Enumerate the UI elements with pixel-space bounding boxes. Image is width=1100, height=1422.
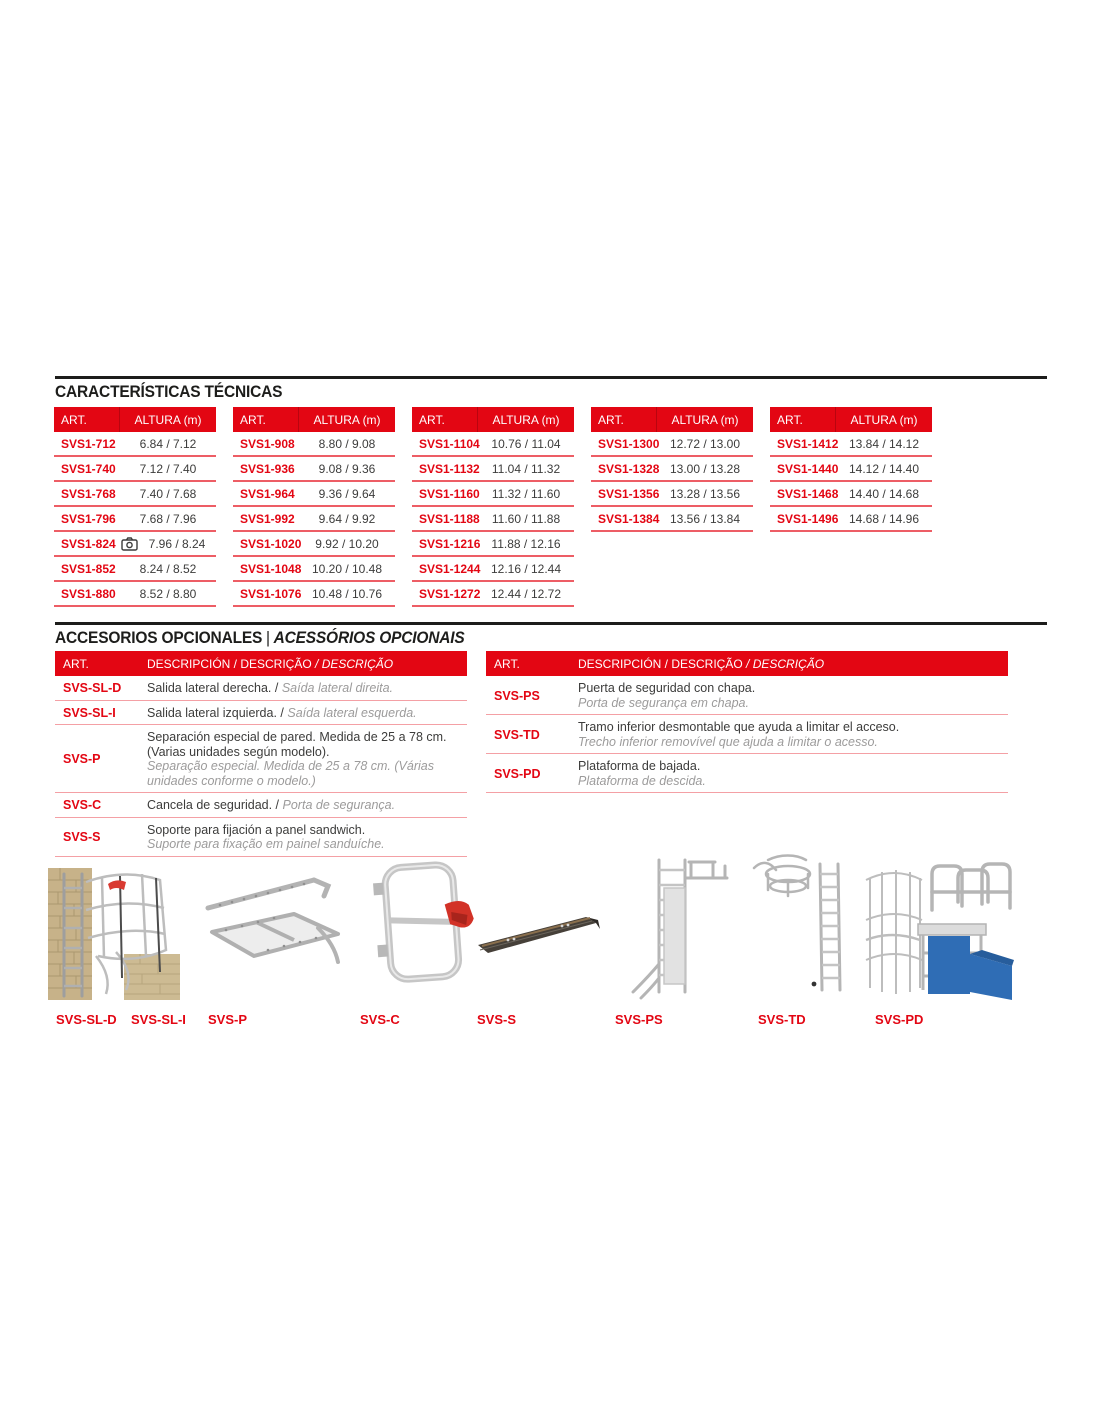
height-value: 10.76 / 11.04 xyxy=(491,436,561,451)
camera-icon xyxy=(121,537,138,551)
accessory-description xyxy=(147,706,467,721)
table-row xyxy=(233,532,395,557)
accessory-row xyxy=(55,793,467,818)
height-value: 9.36 / 9.64 xyxy=(318,486,376,501)
table-row xyxy=(591,457,753,482)
product-label-svs-sl-d: SVS-SL-D xyxy=(56,1012,117,1027)
tech-table-3 xyxy=(412,407,574,607)
product-label-svs-ps: SVS-PS xyxy=(615,1012,663,1027)
article-code: SVS1-1048 xyxy=(240,561,302,576)
article-code: SVS-C xyxy=(63,798,102,813)
description-es: Plataforma de bajada. xyxy=(578,759,701,773)
height-value: 8.52 / 8.80 xyxy=(139,586,197,601)
accessories-table-right xyxy=(486,651,1008,793)
product-label-svs-pd: SVS-PD xyxy=(875,1012,924,1027)
accessory-row xyxy=(486,754,1008,793)
article-code: SVS1-880 xyxy=(61,586,116,601)
height-value: 11.04 / 11.32 xyxy=(491,461,561,476)
height-value: 13.84 / 14.12 xyxy=(848,436,920,451)
article-code: SVS1-992 xyxy=(240,511,295,526)
article-code: SVS-SL-I xyxy=(63,705,116,720)
article-code: SVS1-1216 xyxy=(419,536,481,551)
height-value: 11.88 / 12.16 xyxy=(491,536,561,551)
article-code: SVS1-852 xyxy=(61,561,116,576)
accessory-description xyxy=(147,798,467,813)
col-header-altura: ALTURA (m) xyxy=(850,412,918,427)
height-value: 9.64 / 9.92 xyxy=(318,511,376,526)
tech-table-1 xyxy=(54,407,216,607)
description-pt: Separação especial. Medida de 25 a 78 cm. (Várias unidades conforme o modelo.) xyxy=(147,759,434,788)
product-image-svs-ps xyxy=(625,852,735,1004)
product-image-svs-sl xyxy=(46,860,180,1002)
table-row xyxy=(591,482,753,507)
article-code: SVS1-1468 xyxy=(777,486,839,501)
col-header-art: ART. xyxy=(54,407,120,432)
col-header-description xyxy=(578,657,1008,671)
col-header-art: ART. xyxy=(233,407,299,432)
col-header-art: ART. xyxy=(412,407,478,432)
accessories-section-title xyxy=(55,629,465,648)
article-code: SVS1-1272 xyxy=(419,586,481,601)
height-value: 12.44 / 12.72 xyxy=(490,586,562,601)
height-value: 13.28 / 13.56 xyxy=(669,486,741,501)
accessory-row xyxy=(486,676,1008,715)
col-header-description xyxy=(147,657,467,671)
table-row xyxy=(412,557,574,582)
tech-table-2 xyxy=(233,407,395,607)
table-row xyxy=(770,507,932,532)
accessory-description xyxy=(147,681,467,696)
col-header-desc-italic: / DESCRIÇÃO xyxy=(315,656,394,671)
table-row xyxy=(54,482,216,507)
article-code: SVS1-1132 xyxy=(419,461,480,476)
height-value: 9.92 / 10.20 xyxy=(315,536,379,551)
article-code: SVS-SL-D xyxy=(63,681,122,696)
accessory-row xyxy=(55,701,467,726)
height-value: 10.20 / 10.48 xyxy=(311,561,383,576)
table-header xyxy=(770,407,932,432)
description-pt: Plataforma de descida. xyxy=(578,773,706,788)
table-row xyxy=(54,457,216,482)
accessory-description xyxy=(578,681,1008,710)
product-image-svs-pd xyxy=(862,858,1014,1005)
accessory-row xyxy=(486,715,1008,754)
accessory-description xyxy=(147,730,467,788)
accessory-description xyxy=(147,823,467,852)
description-es: Soporte para fijación a panel sandwich. xyxy=(147,822,366,837)
table-row xyxy=(54,557,216,582)
description-es: Salida lateral izquierda. / xyxy=(147,705,288,720)
table-row xyxy=(54,507,216,532)
table-row xyxy=(412,532,574,557)
table-row xyxy=(233,432,395,457)
col-header-altura: ALTURA (m) xyxy=(134,412,202,427)
article-code: SVS1-1496 xyxy=(777,511,839,526)
product-label-svs-sl-i: SVS-SL-I xyxy=(131,1012,186,1027)
tech-table-5 xyxy=(770,407,932,607)
accessory-description xyxy=(578,759,1008,788)
article-code: SVS1-936 xyxy=(240,461,295,476)
table-row xyxy=(233,457,395,482)
col-header-art: ART. xyxy=(591,407,657,432)
article-code: SVS1-1020 xyxy=(240,536,302,551)
article-code: SVS1-1104 xyxy=(419,436,480,451)
table-row xyxy=(233,557,395,582)
description-pt: Porta de segurança em chapa. xyxy=(578,695,749,710)
article-code: SVS1-1160 xyxy=(419,486,480,501)
table-header xyxy=(412,407,574,432)
table-row xyxy=(591,432,753,457)
col-header-art: ART. xyxy=(494,656,520,671)
table-row xyxy=(412,482,574,507)
col-header-desc-italic: / DESCRIÇÃO xyxy=(746,656,825,671)
article-code: SVS-TD xyxy=(494,727,540,742)
table-header xyxy=(55,651,467,676)
article-code: SVS1-1328 xyxy=(598,461,660,476)
height-value: 7.40 / 7.68 xyxy=(139,486,197,501)
article-code: SVS1-740 xyxy=(61,461,116,476)
section-divider-accessories xyxy=(55,622,1047,625)
description-es: Salida lateral derecha. / xyxy=(147,681,282,695)
tech-tables xyxy=(54,407,932,607)
table-row xyxy=(412,457,574,482)
col-header-art: ART. xyxy=(770,407,836,432)
table-row xyxy=(591,507,753,532)
table-row xyxy=(412,507,574,532)
height-value: 6.84 / 7.12 xyxy=(139,436,197,451)
height-value: 8.24 / 8.52 xyxy=(139,561,197,576)
article-code: SVS1-1244 xyxy=(419,561,481,576)
height-value: 11.32 / 11.60 xyxy=(491,486,561,501)
tech-title-text: CARACTERÍSTICAS TÉCNICAS xyxy=(55,383,283,401)
table-header xyxy=(591,407,753,432)
description-pt: Saída lateral direita. xyxy=(281,681,393,695)
product-image-svs-c xyxy=(368,858,478,990)
height-value: 12.16 / 12.44 xyxy=(490,561,562,576)
article-code: SVS1-1188 xyxy=(419,511,480,526)
accessory-description xyxy=(578,720,1008,749)
table-row xyxy=(770,432,932,457)
height-value: 7.12 / 7.40 xyxy=(139,461,197,476)
table-row xyxy=(412,582,574,607)
accessories-table-left xyxy=(55,651,467,857)
article-code: SVS1-768 xyxy=(61,486,116,501)
article-code: SVS1-796 xyxy=(61,511,116,526)
col-header-altura: ALTURA (m) xyxy=(492,412,560,427)
description-es: Cancela de seguridad. / xyxy=(147,798,283,812)
description-pt: Suporte para fixação em painel sanduíche. xyxy=(147,837,385,851)
accessory-row xyxy=(55,818,467,857)
col-header-desc-main: DESCRIPCIÓN / DESCRIÇÃO xyxy=(578,656,747,671)
product-label-svs-p: SVS-P xyxy=(208,1012,248,1027)
col-header-altura: ALTURA (m) xyxy=(313,412,381,427)
height-value: 9.08 / 9.36 xyxy=(318,461,376,476)
section-divider-top xyxy=(55,376,1047,379)
description-es: Tramo inferior desmontable que ayuda a limitar el acceso. xyxy=(578,720,900,734)
table-header xyxy=(54,407,216,432)
table-row xyxy=(233,507,395,532)
accessory-row xyxy=(55,676,467,701)
tech-table-4 xyxy=(591,407,753,607)
table-header xyxy=(233,407,395,432)
table-row xyxy=(770,482,932,507)
article-code: SVS1-712 xyxy=(61,436,116,451)
product-label-svs-c: SVS-C xyxy=(360,1012,400,1027)
height-value: 13.00 / 13.28 xyxy=(669,461,741,476)
height-value: 7.96 / 8.24 xyxy=(148,536,206,551)
height-value: 14.40 / 14.68 xyxy=(848,486,920,501)
article-code: SVS1-908 xyxy=(240,436,295,451)
table-row xyxy=(770,457,932,482)
height-value: 7.68 / 7.96 xyxy=(139,511,197,526)
article-code: SVS1-1384 xyxy=(598,511,660,526)
accessories-title-es: ACCESORIOS OPCIONALES xyxy=(55,629,263,647)
article-code: SVS-P xyxy=(63,752,101,766)
description-es: Puerta de seguridad con chapa. xyxy=(578,681,756,695)
height-value: 12.72 / 13.00 xyxy=(669,436,741,451)
table-header xyxy=(486,651,1008,676)
col-header-altura: ALTURA (m) xyxy=(671,412,739,427)
product-image-svs-s xyxy=(474,905,604,965)
description-es: Separación especial de pared. Medida de 25 a 78 cm. (Varias unidades según modelo). xyxy=(147,730,447,759)
height-value: 10.48 / 10.76 xyxy=(311,586,383,601)
product-image-svs-td xyxy=(748,852,852,999)
article-code: SVS1-1412 xyxy=(777,436,839,451)
col-header-art: ART. xyxy=(63,656,89,671)
description-pt: Porta de segurança. xyxy=(282,798,396,812)
article-code: SVS-PS xyxy=(494,688,540,703)
article-code: SVS-S xyxy=(63,830,101,844)
product-image-svs-p xyxy=(198,868,350,970)
table-row xyxy=(54,582,216,607)
col-header-desc-main: DESCRIPCIÓN / DESCRIÇÃO xyxy=(147,656,316,671)
table-row xyxy=(233,582,395,607)
height-value: 14.68 / 14.96 xyxy=(848,511,920,526)
article-code: SVS1-1440 xyxy=(777,461,839,476)
article-code: SVS1-1300 xyxy=(598,436,660,451)
table-row xyxy=(412,432,574,457)
accessories-title-pt: ACESSÓRIOS OPCIONAIS xyxy=(273,629,465,647)
description-pt: Saída lateral esquerda. xyxy=(287,705,417,720)
article-code: SVS1-1356 xyxy=(598,486,660,501)
product-label-svs-td: SVS-TD xyxy=(758,1012,806,1027)
article-code: SVS-PD xyxy=(494,766,541,781)
description-pt: Trecho inferior removível que ajuda a limitar o acesso. xyxy=(578,734,878,749)
accessory-row xyxy=(55,725,467,793)
table-row xyxy=(54,432,216,457)
height-value: 11.60 / 11.88 xyxy=(491,511,561,526)
article-code: SVS1-1076 xyxy=(240,586,302,601)
table-row xyxy=(233,482,395,507)
tech-section-title xyxy=(55,383,282,402)
article-code: SVS1-964 xyxy=(240,486,295,501)
height-value: 14.12 / 14.40 xyxy=(848,461,920,476)
table-row xyxy=(54,532,216,557)
article-code: SVS1-824 xyxy=(61,536,116,551)
height-value: 8.80 / 9.08 xyxy=(318,436,376,451)
height-value: 13.56 / 13.84 xyxy=(669,511,741,526)
title-separator: | xyxy=(265,629,270,647)
product-label-svs-s: SVS-S xyxy=(477,1012,517,1027)
